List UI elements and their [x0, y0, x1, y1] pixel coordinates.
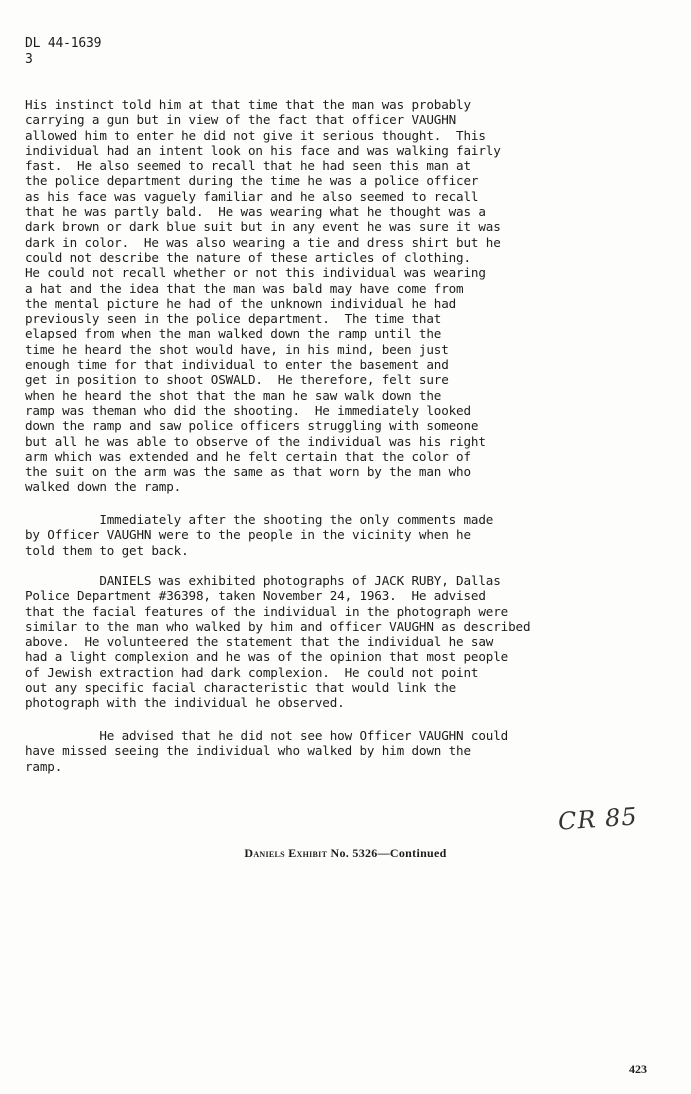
exhibit-caption — [0, 846, 691, 861]
text-line: similar to the man who walked by him and officer VAUGHN as described — [25, 618, 531, 634]
text-line: Police Department #36398, taken November 24, 1963. He advised — [25, 588, 486, 604]
paragraph-4 — [25, 728, 508, 774]
text-line: of Jewish extraction had dark complexion. He could not point — [25, 664, 479, 680]
text-line: the suit on the arm was the same as that worn by the man who — [25, 464, 471, 480]
paragraph-3 — [25, 573, 530, 711]
text-line: a hat and the idea that the man was bald may have come from — [25, 280, 464, 296]
exhibit-name: Daniels Exhibit — [244, 846, 328, 860]
text-line: arm which was extended and he felt certain that the color of — [25, 448, 471, 464]
text-line: had a light complexion and he was of the opinion that most people — [25, 649, 509, 665]
text-line: told them to get back. — [25, 542, 189, 558]
text-line: the mental picture he had of the unknown individual he had — [25, 295, 457, 311]
paragraph-1 — [25, 97, 501, 495]
text-line: fast. He also seemed to recall that he had seen this man at — [25, 158, 471, 174]
text-line: He could not recall whether or not this individual was wearing — [25, 265, 486, 281]
text-line: Immediately after the shooting the only comments made — [25, 512, 494, 527]
exhibit-continued: —Continued — [377, 846, 447, 860]
text-line: that he was partly bald. He was wearing what he thought was a — [25, 204, 486, 220]
text-line: ramp was theman who did the shooting. He immediately looked — [25, 402, 471, 418]
text-line: DANIELS was exhibited photographs of JACK RUBY, Dallas — [25, 573, 501, 588]
text-line: but all he was able to observe of the individual was his right — [25, 433, 486, 449]
text-line: down the ramp and saw police officers struggling with someone — [25, 418, 479, 434]
text-line: dark brown or dark blue suit but in any event he was sure it was — [25, 219, 501, 235]
text-line: allowed him to enter he did not give it serious thought. This — [25, 127, 486, 143]
text-line: get in position to shoot OSWALD. He therefore, felt sure — [25, 372, 449, 388]
text-line: elapsed from when the man walked down the ramp until the — [25, 326, 442, 342]
text-line: He advised that he did not see how Officer VAUGHN could — [25, 728, 509, 743]
header-page-number: 3 — [25, 52, 33, 67]
text-line: by Officer VAUGHN were to the people in the vicinity when he — [25, 527, 471, 543]
document-header — [25, 36, 101, 68]
page-number: 423 — [629, 1062, 647, 1076]
text-line: walked down the ramp. — [25, 479, 182, 495]
handwritten-note: CR 85 — [557, 802, 639, 836]
text-line: photograph with the individual he observed. — [25, 695, 345, 711]
text-line: previously seen in the police department. The time that — [25, 311, 442, 327]
text-line: out any specific facial characteristic that would link the — [25, 680, 457, 696]
text-line: His instinct told him at that time that the man was probably — [25, 97, 471, 112]
text-line: could not describe the nature of these articles of clothing. — [25, 249, 471, 265]
text-line: enough time for that individual to enter the basement and — [25, 357, 449, 373]
text-line: have missed seeing the individual who walked by him down the — [25, 743, 471, 759]
paragraph-2 — [25, 512, 493, 558]
text-line: above. He volunteered the statement that the individual he saw — [25, 634, 494, 650]
exhibit-number: No. 5326 — [330, 846, 378, 860]
text-line: individual had an intent look on his face and was walking fairly — [25, 142, 501, 158]
text-line: ramp. — [25, 758, 63, 774]
text-line: carrying a gun but in view of the fact that officer VAUGHN — [25, 112, 457, 128]
text-line: that the facial features of the individual in the photograph were — [25, 603, 509, 619]
text-line: when he heard the shot that the man he saw walk down the — [25, 387, 442, 403]
text-line: time he heard the shot would have, in his mind, been just — [25, 341, 449, 357]
file-number: DL 44-1639 — [25, 36, 102, 51]
text-line: the police department during the time he was a police officer — [25, 173, 479, 189]
text-line: as his face was vaguely familiar and he also seemed to recall — [25, 188, 479, 204]
text-line: dark in color. He was also wearing a tie and dress shirt but he — [25, 234, 501, 250]
